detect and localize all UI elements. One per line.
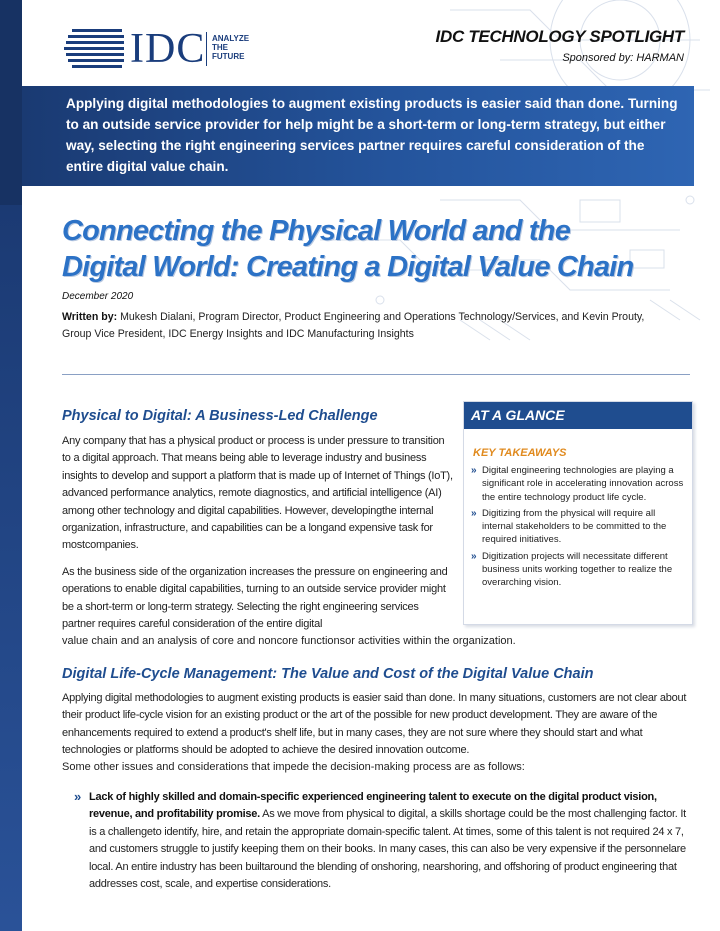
summary-banner [22, 86, 694, 186]
logo-wordmark: IDC [130, 26, 206, 72]
logo-tagline-line: FUTURE [212, 52, 245, 61]
authors-text: Mukesh Dialani, Program Director, Product Engineering and Operations Technology/Services, and Kevin Prouty, Group Vice President, IDC Energy Insights and IDC Manufacturing Insights [62, 311, 645, 340]
takeaways-list [471, 464, 687, 593]
logo-tagline [212, 34, 249, 61]
list-item-text: Digital engineering technologies are playing a significant role in accelerating innovation across the entire technology product life cycle. [482, 465, 684, 503]
list-item [471, 464, 687, 504]
paragraph-continuation: value chain and an analysis of core and noncore functionsor activities within the organization. [62, 635, 516, 647]
list-item [74, 789, 694, 893]
paragraph: Applying digital methodologies to augment existing products is easier said than done. In many situations, customers are not clear about their product life-cycle vision for an existing product or the art of the possible for new product development. They are aware of the enhancements required to extend a product's shelf life, but in many cases, they are not sure where they should start and what technologies or platforms should be adopted to achieve the desired innovation outcome. [62, 692, 687, 757]
bullet-body [74, 789, 694, 893]
section-heading: Physical to Digital: A Business-Led Challenge [62, 408, 378, 424]
bullet-bold-text: Lack of highly skilled and domain-specific experienced engineering talent to execute on the digital product vision, revenue, and profitability promise. [89, 791, 657, 821]
list-item-text: Digitization projects will necessitate different business units working together to realize the overarching vision. [482, 550, 673, 589]
chevron-right-icon: » [471, 465, 477, 476]
logo-lines-icon [64, 26, 126, 72]
chevron-right-icon: » [74, 789, 81, 804]
sponsor-label: Sponsored by: HARMAN [562, 52, 684, 64]
chevron-right-icon: » [471, 507, 477, 519]
section-heading: Digital Life-Cycle Management: The Value and Cost of the Digital Value Chain [62, 666, 594, 682]
logo-divider [206, 32, 207, 66]
key-takeaways-heading: KEY TAKEAWAYS [473, 447, 567, 459]
title-line-1: Connecting the Physical World and the [62, 215, 571, 247]
list-item-text: Digitizing from the physical will require all internal stakeholders to be committed to the required initiatives. [482, 507, 667, 546]
page-title [62, 213, 702, 285]
at-a-glance-box [463, 401, 693, 625]
left-accent-bar-top [0, 0, 22, 205]
glance-heading: AT A GLANCE [464, 402, 692, 429]
title-line-2: Digital World: Creating a Digital Value Chain [62, 251, 634, 283]
chevron-right-icon: » [471, 550, 477, 562]
idc-logo [64, 26, 264, 72]
publication-date: December 2020 [62, 291, 134, 302]
logo-tagline-line: ANALYZE [212, 34, 250, 43]
spotlight-label: IDC TECHNOLOGY SPOTLIGHT [435, 27, 684, 46]
written-by-label: Written by: [62, 311, 118, 323]
paragraph: As the business side of the organization increases the pressure on engineering and operations to enable digital capabilities, turning to an outside service provider might be a short-term or long-term strategy. Selecting the right engineering services partner requires careful consideration of the entire digital [62, 566, 448, 631]
list-item [471, 507, 687, 547]
logo-tagline-line: THE [212, 43, 228, 52]
list-item [471, 550, 687, 590]
paragraph: Any company that has a physical product or process is under pressure to transition to a digital approach. That means being able to leverage industry and business insights to develop and support a platform that is made up of Internet of Things (IoT), advanced performance analytics, remote diagnostics, and artificial intelligence (AI) among other technology and digital capabilities. However, developingthe internal organization, infrastructure, and capabilities can be a longand expensive task for mostcompanies. [62, 435, 453, 552]
banner-text: Applying digital methodologies to augment existing products is easier said than done. Turning to an outside service provider for help might be a short-term or long-term strategy, but either way, selecting the right engineering services partner requires careful consideration of the entire digital value chain. [66, 96, 678, 174]
authors [62, 309, 662, 343]
bullet-text: As we move from physical to digital, a skills shortage could be the most challenging factor. It is a challengeto identify, hire, and retain the appropriate domain-specific talent. At times, some of this talent is not required 24 x 7, and customers struggle to justify keeping them on their books. In many cases, this can also be very expensive if the personnelare local. An entire industry has been builtaround the blending of onshoring, nearshoring, and offshoring of product engineering that addresses cost, scale, and expertise considerations. [89, 808, 686, 891]
paragraph-continuation: Some other issues and considerations that impede the decision-making process are as follows: [62, 761, 525, 773]
divider [62, 374, 690, 375]
